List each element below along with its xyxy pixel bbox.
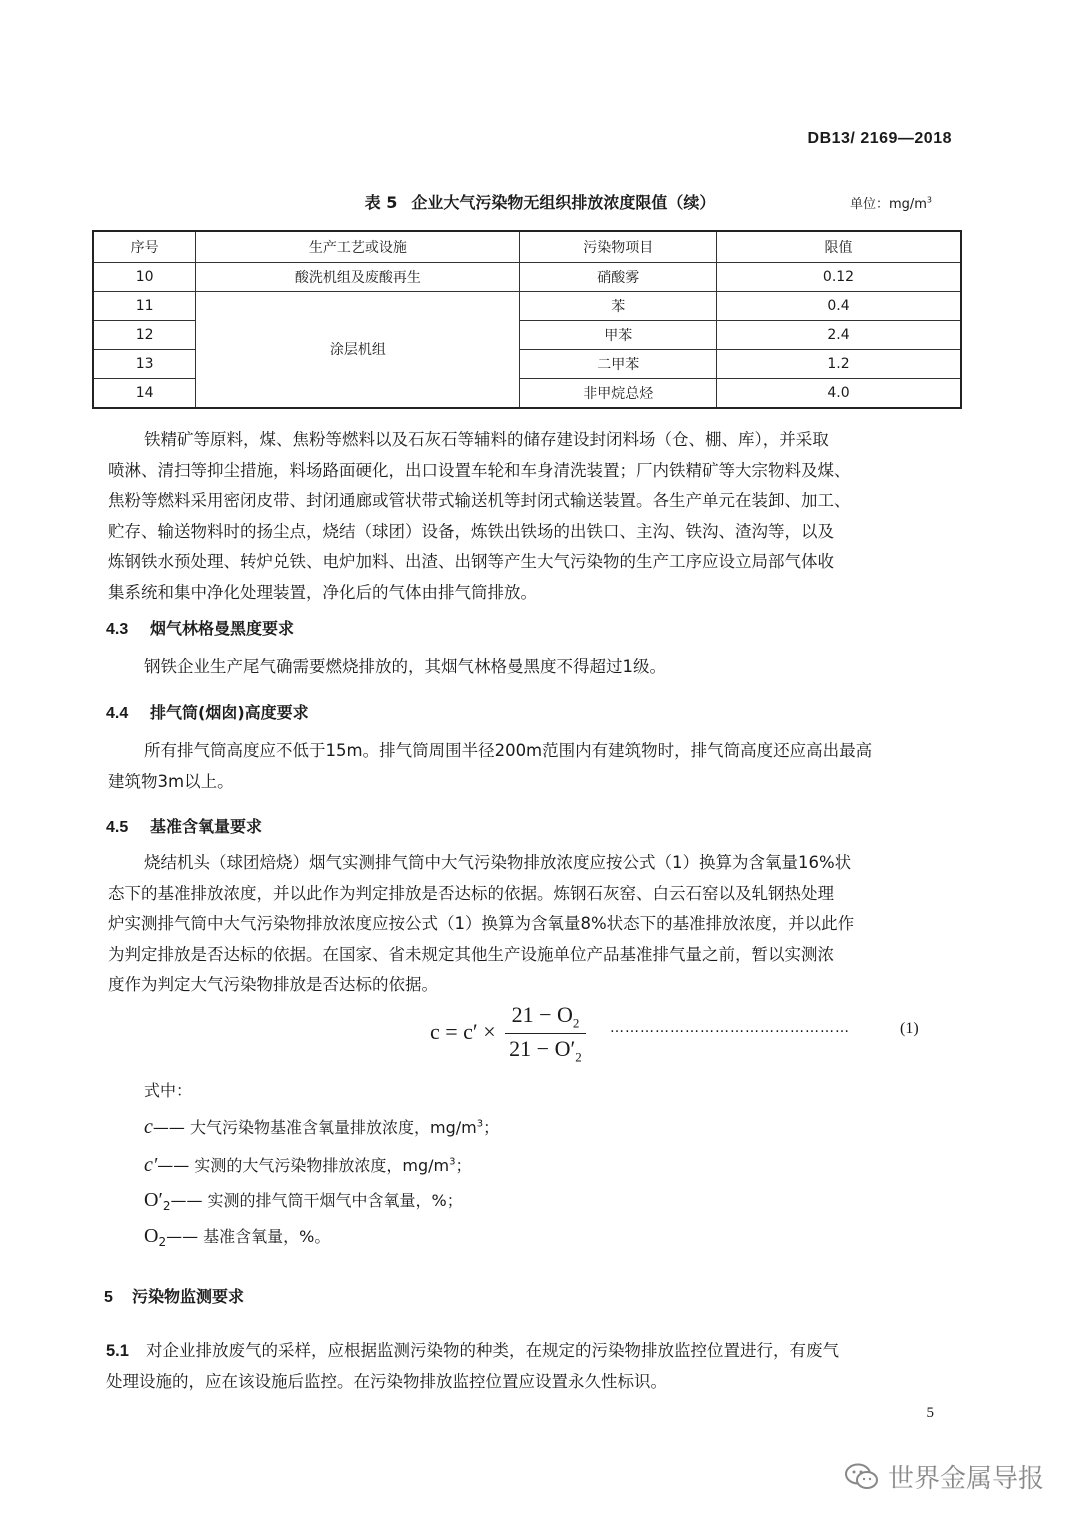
cell-limit: 1.2 [717, 350, 961, 379]
watermark [844, 1458, 1044, 1495]
header-pollutant: 污染物项目 [520, 231, 717, 263]
cell-pollutant: 甲苯 [520, 321, 717, 350]
table-number: 表 5 [364, 193, 398, 212]
definition-c-prime: c′—— 实测的大气污染物排放浓度，$mg/m^3$； [144, 1154, 472, 1176]
cell-process-merged: 涂层机组 [196, 292, 520, 408]
paragraph-4-5: 烧结机头（球团焙烧）烟气实测排气筒中大气污染物排放浓度应按公式（1）换算为含氧量16%状 态下的基准排放浓度，并以此作为判定排放是否达标的依据。炼钢石灰窑、白云石窑以及轧钢热处理 炉实测排气筒中大气污染物排放浓度应按公式（1）换算为含氧量8%状态下的基准排放浓度，并以此作 为判定排放是否达标的依据。在国家、省未规定其他生产设施单位产品基准排气量之前，暂以实测浓 度作为判定大气污染物排放是否达标的依据。 [108, 853, 855, 994]
where-label: 式中： [144, 1081, 193, 1100]
cell-no: 12 [93, 321, 196, 350]
section-heading-4-5: 4.5 基准含氧量要求 [106, 817, 263, 836]
table-row [93, 292, 961, 321]
cell-pollutant: 硝酸雾 [520, 263, 717, 292]
header-limit: 限值 [717, 231, 961, 263]
header-process: 生产工艺或设施 [196, 231, 520, 263]
paragraph-5-1: 5.1 对企业排放废气的采样，应根据监测污染物的种类，在规定的污染物排放监控位置进行，有废气 处理设施的，应在该设施后监控。在污染物排放监控位置应设置永久性标识。 [106, 1341, 839, 1391]
definition-c: c—— 大气污染物基准含氧量排放浓度，$mg/m^3$； [144, 1116, 500, 1138]
section-heading-4-4: 4.4 排气筒(烟囱)高度要求 [106, 703, 309, 722]
watermark-text: 世界金属导报 [887, 1464, 1044, 1494]
oxygen-formula: c = c′ × $\frac{21 - O_2}{21 - O'_2}$ [430, 1002, 586, 1066]
document-code: DB13/ 2169—2018 [807, 130, 952, 147]
cell-process: 酸洗机组及废酸再生 [196, 263, 520, 292]
definition-o2: $O_2——$ 基准含氧量，%。 [144, 1225, 331, 1250]
cell-no: 13 [93, 350, 196, 379]
cell-pollutant: 非甲烷总烃 [520, 379, 717, 408]
table-unit: 单位：$mg/m^3$ [849, 195, 932, 212]
limits-table [92, 230, 962, 409]
cell-pollutant: 二甲苯 [520, 350, 717, 379]
cell-limit: 0.12 [717, 263, 961, 292]
section-heading-5: 5 污染物监测要求 [104, 1287, 245, 1306]
section-heading-4-3: 4.3 烟气林格曼黑度要求 [106, 619, 295, 638]
paragraph-storage: 铁精矿等原料，煤、焦粉等燃料以及石灰石等辅料的储存建设封闭料场（仓、棚、库），并采取 喷淋、清扫等抑尘措施，料场路面硬化，出口设置车轮和车身清洗装置；厂内铁精矿等大宗物料及煤、 焦粉等燃料采用密闭皮带、封闭通廊或管状带式输送机等封闭式输送装置。各生产单元在装卸、加工、 贮存、输送物料时的扬尘点，烧结（球团）设备，炼铁出铁场的出铁口、主沟、铁沟、渣沟等，以及 炼钢铁水预处理、转炉兑铁、电炉加料、出渣、出钢等产生大气污染物的生产工序应设立局部气体收 集系统和集中净化处理装置，净化后的气体由排气筒排放。 [108, 430, 851, 602]
cell-limit: 2.4 [717, 321, 961, 350]
cell-pollutant: 苯 [520, 292, 717, 321]
paragraph-4-4: 所有排气筒高度应不低于15m。排气筒周围半径200m范围内有建筑物时，排气筒高度还应高出最高 建筑物3m以上。 [108, 741, 873, 791]
table-title-text: 企业大气污染物无组织排放浓度限值（续） [411, 193, 716, 212]
cell-no: 10 [93, 263, 196, 292]
formula-number: (1) [900, 1020, 919, 1037]
cell-no: 14 [93, 379, 196, 408]
table-row [93, 263, 961, 292]
header-no: 序号 [93, 231, 196, 263]
cell-limit: 4.0 [717, 379, 961, 408]
cell-no: 11 [93, 292, 196, 321]
table-header-row [93, 231, 961, 263]
cell-limit: 0.4 [717, 292, 961, 321]
paragraph-4-3: 钢铁企业生产尾气确需要燃烧排放的，其烟气林格曼黑度不得超过1级。 [144, 657, 666, 676]
formula-leader-dots: ………………………………………… [610, 1020, 850, 1036]
definition-o2-prime: $O'_2——$ 实测的排气筒干烟气中含氧量，%； [144, 1189, 463, 1214]
wechat-icon [844, 1462, 880, 1492]
page-number: 5 [926, 1405, 934, 1421]
